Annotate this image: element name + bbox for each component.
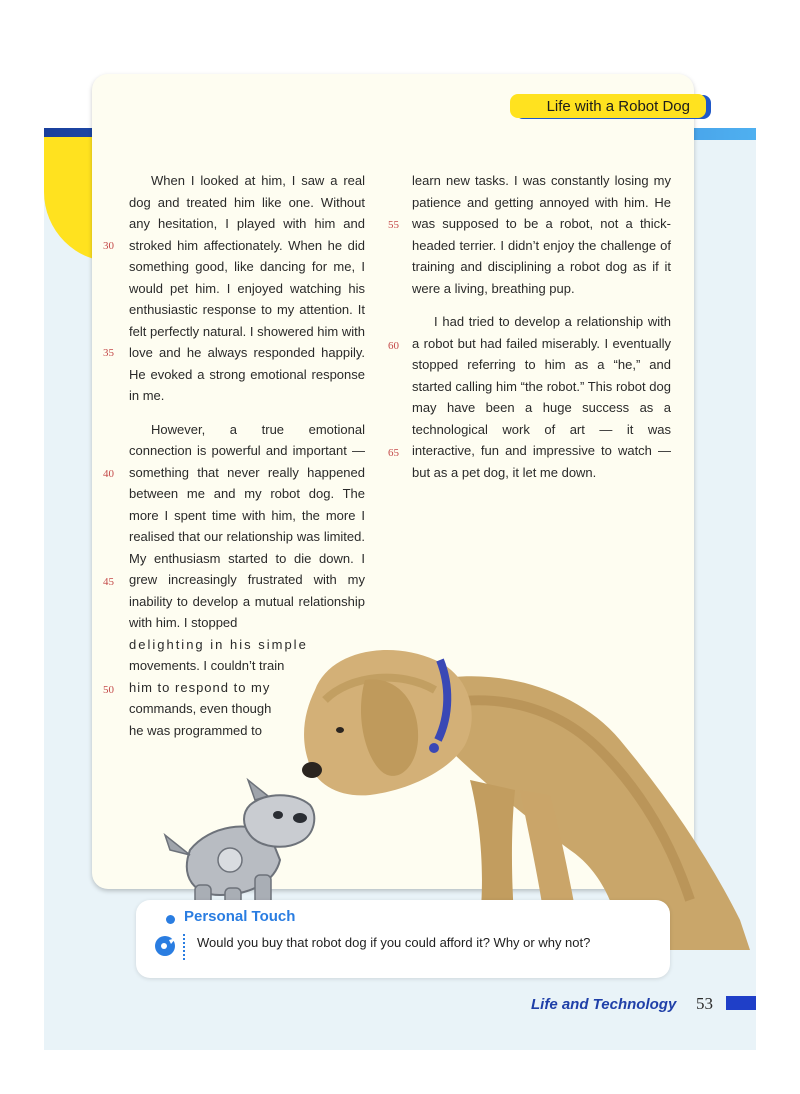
speech-bubble-icon — [155, 935, 177, 957]
robot-dog-image — [165, 780, 314, 916]
footer-section-title: Life and Technology — [531, 996, 677, 1013]
chapter-title-tab — [510, 94, 706, 118]
line-number: 35 — [103, 347, 114, 359]
bullet-icon — [166, 915, 175, 924]
paragraph-line: delighting in his simple — [129, 636, 308, 652]
line-number: 30 — [103, 240, 114, 252]
line-number: 65 — [388, 447, 399, 459]
paragraph: When I looked at him, I saw a real dog and treated him like one. Without any hesitation, I played with him and stroked him affectionately. When he did something good, like dancing for me, I would pet him. I enjoyed watching his enthusiastic response to my attention. It felt perfectly natural. I showered him with love and he always responded happily. He evoked a strong emotional response in me. — [129, 173, 365, 403]
paragraph-line: movements. I couldn’t train — [129, 658, 285, 673]
paragraph: However, a true emotional connection is powerful and important — something that never really happened between me and my robot dog. The more I spent time with him, the more I realised that our relationship was limited. My enthusiasm started to die down. I grew increasingly frustrated with my inability to develop a mutual relationship with him. I stopped — [129, 421, 365, 630]
paragraph: learn new tasks. I was constantly losing my patience and getting annoyed with him. He was supposed to be a robot, not a thick-headed terrier. I didn’t enjoy the challenge of training and disciplining a robot dog as if it were a living, breathing pup. — [412, 173, 671, 296]
line-number: 60 — [388, 340, 399, 352]
paragraph: I had tried to develop a relationship with a robot but had failed miserably. I eventually stopped referring to him as a “he,” and started calling him “the robot.” This robot dog may have been a huge success as a technological work of art — it was interactive, fun and impressive to watch — but as a pet dog, it let me down. — [412, 314, 671, 480]
line-number: 45 — [103, 576, 114, 588]
line-number: 40 — [103, 468, 114, 480]
paragraph-line: he was programmed to — [129, 722, 262, 738]
paragraph-line: commands, even though — [129, 701, 272, 716]
page-number: 53 — [696, 994, 713, 1013]
line-number: 50 — [103, 684, 114, 696]
footer-color-bar — [726, 996, 756, 1010]
line-number: 55 — [388, 219, 399, 231]
personal-touch-title: Personal Touch — [184, 908, 296, 925]
personal-touch-question: Would you buy that robot dog if you could afford it? Why or why not? — [197, 935, 591, 950]
chapter-title: Life with a Robot Dog — [546, 97, 690, 115]
paragraph-line: him to respond to my — [129, 679, 271, 695]
left-text-column — [129, 170, 365, 741]
dotted-divider — [183, 934, 186, 960]
right-text-column — [412, 170, 671, 483]
